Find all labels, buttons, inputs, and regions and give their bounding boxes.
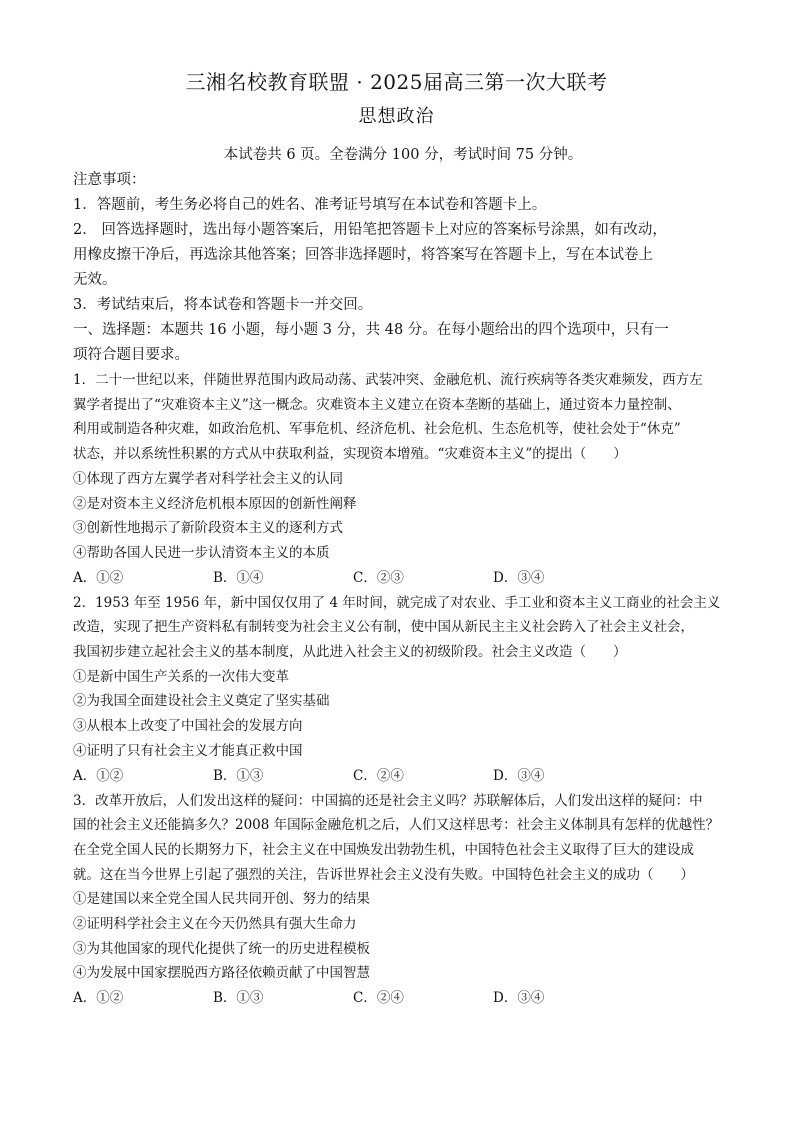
- notes-line: 用橡皮擦干净后，再选涂其他答案；回答非选择题时，将答案写在答题卡上，写在本试卷上: [73, 247, 653, 263]
- answer-options: [73, 566, 733, 591]
- statement-item: ④为发展中国家摆脱西方路径依赖贡献了中国智慧: [73, 965, 370, 982]
- notes-line: 3．考试结束后，将本试卷和答题卡一并交回。: [73, 297, 373, 313]
- question-stem-line: 1．二十一世纪以来，伴随世界范围内政局动荡、武装冲突、金融危机、流行疾病等各类灾难频发，西方左: [73, 372, 703, 388]
- statement-item: ④证明了只有社会主义才能真正救中国: [73, 742, 303, 759]
- answer-options: [73, 986, 733, 1011]
- statement-item: ①体现了西方左翼学者对科学社会主义的认同: [73, 470, 343, 487]
- section-line: 项符合题目要求。: [73, 347, 189, 363]
- option-c: C．②④: [353, 767, 404, 784]
- statement-item: ②为我国全面建设社会主义奠定了坚实基础: [73, 693, 330, 710]
- question-stem-line: 我国初步建立起社会主义的基本制度，从此进入社会主义的初级阶段。社会主义改造（ ）: [73, 644, 627, 661]
- statement-item: ③创新性地揭示了新阶段资本主义的逐利方式: [73, 520, 343, 537]
- option-a: A．①②: [73, 767, 124, 784]
- option-b: B．①④: [213, 569, 264, 586]
- statement-item: ②是对资本主义经济危机根本原因的创新性阐释: [73, 495, 357, 512]
- question-stem-line: 2．1953 年至 1956 年，新中国仅仅用了 4 年时间，就完成了对农业、手工业和资本主义工商业的社会主义: [73, 594, 721, 611]
- question-2: [73, 591, 733, 789]
- statement-item: ③为其他国家的现代化提供了统一的历史进程模板: [73, 940, 370, 957]
- section-line: 一、选择题：本题共 16 小题，每小题 3 分，共 48 分。在每小题给出的四个选项中，只有一: [73, 322, 669, 338]
- option-a: A．①②: [73, 569, 124, 586]
- option-c: C．②③: [353, 569, 404, 586]
- notes-line: 无效。: [73, 272, 117, 288]
- option-a: A．①②: [73, 990, 124, 1007]
- statement-item: ①是新中国生产关系的一次伟大变革: [73, 668, 289, 685]
- statement-item: ②证明科学社会主义在今天仍然具有强大生命力: [73, 916, 357, 933]
- question-1: [73, 368, 733, 591]
- notes-line: 1．答题前，考生务必将自己的姓名、准考证号填写在本试卷和答题卡上。: [73, 197, 547, 213]
- question-stem-line: 利用或制造各种灾难，如政治危机、军事危机、经济危机、社会危机、生态危机等，使社会处于“休克”: [73, 421, 681, 438]
- option-d: D．③④: [493, 990, 545, 1007]
- question-stem-line: 改造，实现了把生产资料私有制转变为社会主义公有制，使中国从新民主主义社会跨入了社会主义社会，: [73, 619, 694, 636]
- question-stem-line: 国的社会主义还能搞多久？2008 年国际金融危机之后，人们又这样思考：社会主义体制具有怎样的优越性？: [73, 817, 720, 834]
- subject-title: 思想政治: [358, 106, 435, 127]
- question-stem-line: 就。这在当今世界上引起了强烈的关注，告诉世界社会主义没有失败。中国特色社会主义的成功（ ）: [73, 866, 694, 883]
- option-d: D．③④: [493, 569, 545, 586]
- question-stem-line: 3．改革开放后，人们发出这样的疑问：中国搞的还是社会主义吗？苏联解体后，人们发出这样的疑问：中: [73, 792, 703, 809]
- question-stem-line: 在全党全国人民的长期努力下，社会主义在中国焕发出勃勃生机，中国特色社会主义取得了巨大的建设成: [73, 841, 694, 858]
- exam-content: [73, 143, 733, 1011]
- answer-options: [73, 764, 733, 789]
- option-c: C．②④: [353, 990, 404, 1007]
- question-stem-line: 状态，并以系统性积累的方式从中获取利益，实现资本增殖。“灾难资本主义”的提出（ ）: [73, 446, 627, 463]
- question-3: [73, 789, 733, 1012]
- exam-title: 三湘名校教育联盟 · 2025届高三第一次大联考: [185, 70, 608, 94]
- statement-item: ④帮助各国人民进一步认清资本主义的本质: [73, 544, 330, 561]
- option-d: D．③④: [493, 767, 545, 784]
- option-b: B．①③: [213, 767, 264, 784]
- option-b: B．①③: [213, 990, 264, 1007]
- exam-info: 本试卷共 6 页。全卷满分 100 分，考试时间 75 分钟。: [223, 147, 583, 163]
- notes-line: 2． 回答选择题时，选出每小题答案后，用铅笔把答题卡上对应的答案标号涂黑，如有改动，: [73, 222, 667, 238]
- notes-heading: 注意事项：: [73, 172, 146, 188]
- statement-item: ①是建国以来全党全国人民共同开创、努力的结果: [73, 891, 370, 908]
- statement-item: ③从根本上改变了中国社会的发展方向: [73, 718, 303, 735]
- notes-block: [73, 168, 733, 318]
- section-heading: [73, 318, 733, 368]
- question-stem-line: 翼学者提出了“灾难资本主义”这一概念。灾难资本主义建立在资本垄断的基础上，通过资本力量控制、: [73, 396, 681, 413]
